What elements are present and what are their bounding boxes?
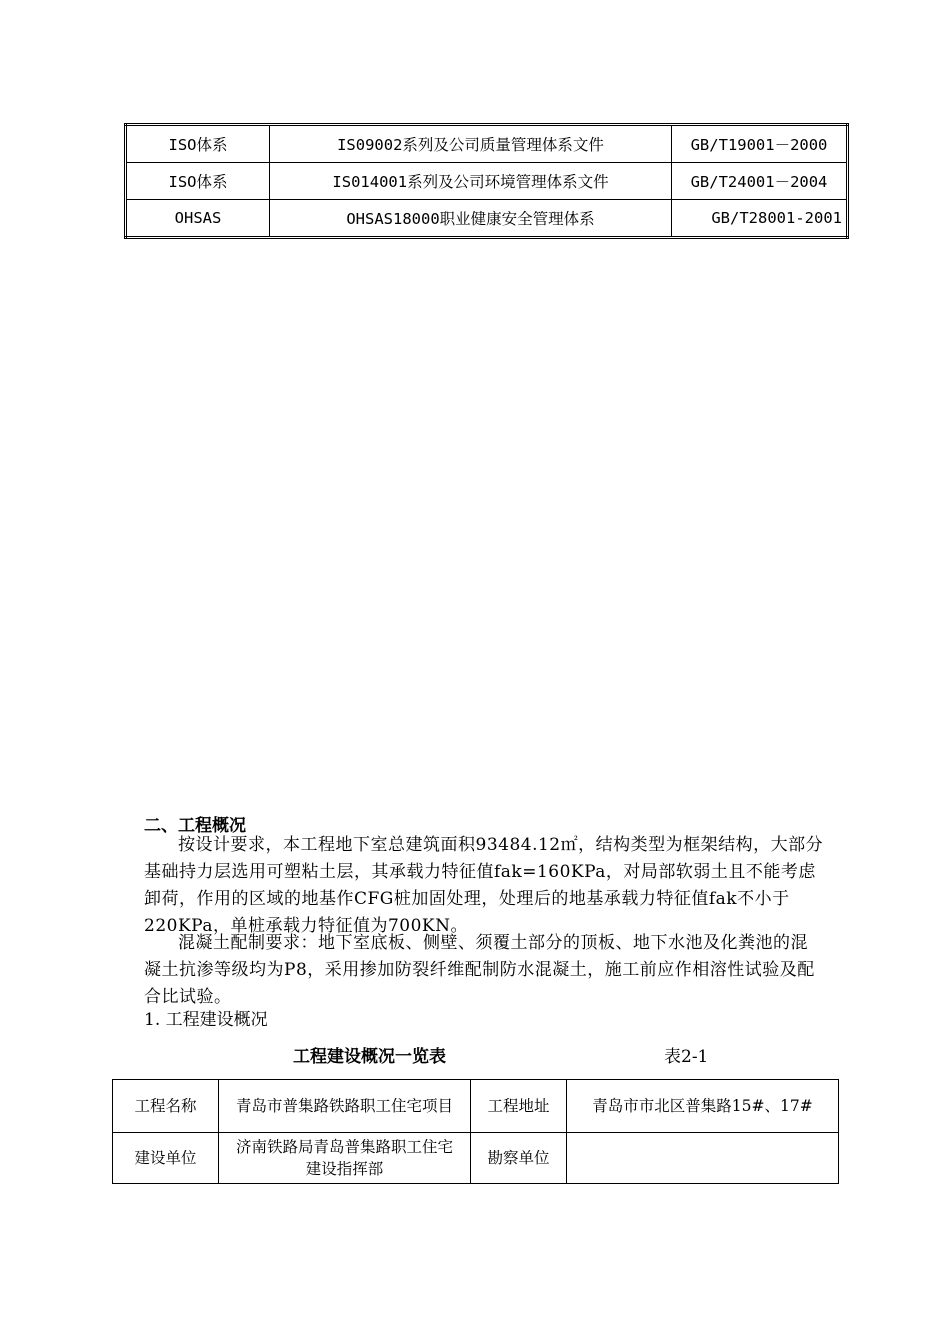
developer-value xyxy=(219,1133,471,1184)
table-title: 工程建设概况一览表 xyxy=(293,1047,446,1067)
developer-value-line1: 济南铁路局青岛普集路职工住宅 xyxy=(235,1138,453,1156)
standard-code-cell: GB/T24001－2004 xyxy=(672,163,848,200)
project-address-value: 青岛市市北区普集路15#、17# xyxy=(567,1080,839,1133)
table-number: 表2-1 xyxy=(664,1047,709,1067)
standard-code-cell: GB/T28001-2001 xyxy=(672,200,848,238)
developer-label: 建设单位 xyxy=(113,1133,219,1184)
project-name-value: 青岛市普集路铁路职工住宅项目 xyxy=(219,1080,471,1133)
system-cell: ISO体系 xyxy=(126,163,270,200)
system-cell: OHSAS xyxy=(126,200,270,238)
document-cell: IS014001系列及公司环境管理体系文件 xyxy=(270,163,672,200)
table-row xyxy=(113,1080,839,1133)
project-info-table xyxy=(112,1079,839,1184)
standards-table xyxy=(124,123,849,239)
table-row xyxy=(126,200,848,238)
document-cell: OHSAS18000职业健康安全管理体系 xyxy=(270,200,672,238)
subsection-heading: 1. 工程建设概况 xyxy=(144,1010,268,1030)
table-row xyxy=(126,163,848,200)
survey-unit-value xyxy=(567,1133,839,1184)
project-name-label: 工程名称 xyxy=(113,1080,219,1133)
concrete-paragraph: 混凝土配制要求：地下室底板、侧壁、须覆土部分的顶板、地下水池及化粪池的混凝土抗渗等级均为P8，采用掺加防裂纤维配制防水混凝土，施工前应作相溶性试验及配合比试验。 xyxy=(144,933,815,1007)
section-heading: 二、工程概况 xyxy=(144,816,246,836)
standard-code-cell: GB/T19001－2000 xyxy=(672,125,848,163)
table-row xyxy=(126,125,848,163)
document-cell: IS09002系列及公司质量管理体系文件 xyxy=(270,125,672,163)
project-address-label: 工程地址 xyxy=(471,1080,567,1133)
survey-unit-label: 勘察单位 xyxy=(471,1133,567,1184)
developer-value-line2: 建设指挥部 xyxy=(305,1160,384,1178)
system-cell: ISO体系 xyxy=(126,125,270,163)
overview-paragraph: 按设计要求，本工程地下室总建筑面积93484.12㎡，结构类型为框架结构，大部分基础持力层选用可塑粘土层，其承载力特征值fak=160KPa，对局部软弱土且不能考虑卸荷，作用的区域的地基作CFG桩加固处理，处理后的地基承载力特征值fak不小于220KPa，单桩承载力特征值为700KN。 xyxy=(144,835,824,936)
table-row xyxy=(113,1133,839,1184)
